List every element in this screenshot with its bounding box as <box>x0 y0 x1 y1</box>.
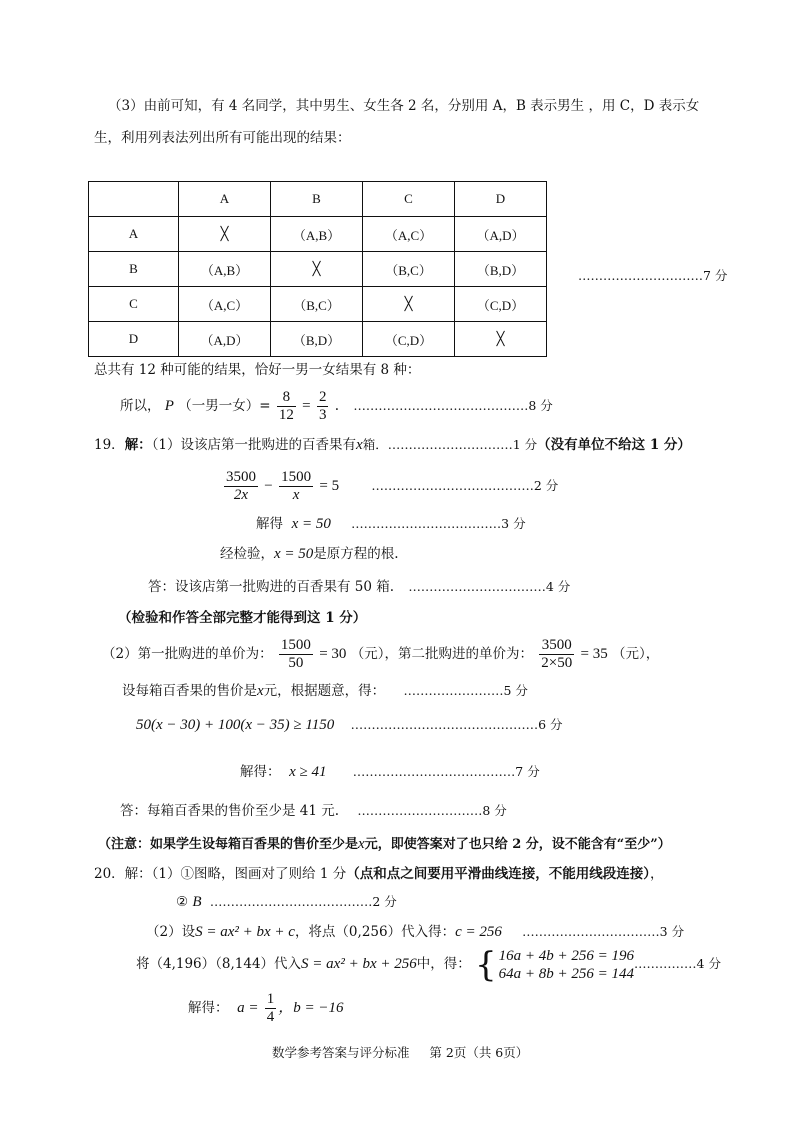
table-cell: （B,D） <box>271 322 363 357</box>
q19-let-price: 设每箱百香果的售价是x元，根据题意，得： ……………………5 分 <box>122 683 528 699</box>
q19-check: 经检验，x = 50是原方程的根. <box>220 546 399 562</box>
q20-part2: （2）设S = ax² + bx + c，将点（0,256）代入得：c = 256 ……………………………3 分 <box>146 924 685 940</box>
fraction-3500-2x: $\frac{3500}{2x}$ <box>226 469 256 503</box>
table-cell: （B,C） <box>271 287 363 322</box>
q19-inequality: 50(x − 30) + 100(x − 35) ≥ 1150 ………………………………………6 分 <box>136 717 563 733</box>
q19-solve2: 解得： x ≥ 41 …………………………………7 分 <box>240 764 540 780</box>
fraction-1500-50: $\frac{1500}{50}$ <box>280 637 311 671</box>
table-cell: D <box>455 182 547 217</box>
table-cell: A <box>89 217 179 252</box>
q19-note3: （注意：如果学生设每箱百香果的售价至少是x元，即使答案对了也只给 2 分，设不能含有“至少”） <box>98 836 671 852</box>
table-cell: （A,C） <box>179 287 271 322</box>
table-cell: （A,C） <box>363 217 455 252</box>
table-cell: （A,D） <box>179 322 271 357</box>
q19-part1: 19．解：（1）设该店第一批购进的百香果有x箱．…………………………1 分（没有单位不给这 1 分） <box>94 437 691 453</box>
table-cell: ╳ <box>455 322 547 357</box>
table-cell: （B,C） <box>363 252 455 287</box>
table-cell: ╳ <box>179 217 271 252</box>
table-row <box>89 217 547 252</box>
q19-solve: 解得 x = 50 ………………………………3 分 <box>256 516 526 532</box>
q19-equation: $\frac{3500}{2x}$ − $\frac{1500}{x}$ = 5 …………………………………2 分 <box>226 469 559 503</box>
p3-summary: 总共有 12 种可能的结果，恰好一男一女结果有 8 种： <box>94 362 421 378</box>
equation-system: 16a + 4b + 256 = 196 64a + 8b + 256 = 144 <box>498 947 635 982</box>
probability-line: 所以， P （一男一女）= $\frac{8}{12}$ = $\frac{2}{3}$ . ……………………………………8 分 <box>120 389 553 423</box>
table-cell: C <box>363 182 455 217</box>
q20-system-line: 将（4,196）（8,144）代入S = ax² + bx + 256中，得： { 16a + 4b + 256 = 196 64a + 8b + 256 = 144 ……………4 分 <box>136 944 721 985</box>
fraction-2-3: $\frac{2}{3}$ <box>318 389 327 423</box>
q20-part1: 20．解：（1）①图略，图画对了则给 1 分（点和点之间要用平滑曲线连接，不能用线段连接）， <box>94 866 664 882</box>
fraction-1500-x: $\frac{1500}{x}$ <box>281 469 312 503</box>
brace-icon: { <box>475 944 497 985</box>
q19-answer1: 答：设该店第一批购进的百香果有 50 箱. ……………………………4 分 <box>148 579 571 595</box>
table-cell: ╳ <box>271 252 363 287</box>
table-cell: A <box>179 182 271 217</box>
q19-note2: （检验和作答全部完整才能得到这 1 分） <box>118 610 367 626</box>
q19-answer2: 答：每箱百香果的售价至少是 41 元. …………………………8 分 <box>120 803 507 819</box>
q20-solution: 解得： a = $\frac{1}{4}$ ，b = −16 <box>188 991 344 1025</box>
table-cell: （A,B） <box>179 252 271 287</box>
fraction-1-4: $\frac{1}{4}$ <box>266 991 275 1025</box>
fraction-8-12: $\frac{8}{12}$ <box>278 389 294 423</box>
score-p3-8: ……………………………………8 分 <box>353 398 553 413</box>
q19-part2-prices: （2）第一批购进的单价为： $\frac{1500}{50}$ = 30 （元），第二批购进的单价为： $\frac{3500}{2\times 50}$ = 35 （元）， <box>102 637 660 671</box>
table-cell: （C,D） <box>363 322 455 357</box>
table-row <box>89 287 547 322</box>
table-cell: B <box>89 252 179 287</box>
table-row <box>89 322 547 357</box>
table-cell: ╳ <box>363 287 455 322</box>
table-cell: C <box>89 287 179 322</box>
table-row <box>89 252 547 287</box>
fraction-3500-2x50: $\frac{3500}{2\times 50}$ <box>541 637 573 671</box>
table-cell: （A,D） <box>455 217 547 252</box>
score-q19-2: …………………………………2 分 <box>371 478 559 493</box>
p3-line1: （3）由前可知，有 4 名同学，其中男生、女生各 2 名，分别用 A，B 表示男生 ，用 C，D 表示女 <box>108 98 700 114</box>
q20-part1b: ② B …………………………………2 分 <box>176 894 397 910</box>
outcome-table <box>88 181 547 357</box>
table-cell: （A,B） <box>271 217 363 252</box>
table-cell: （C,D） <box>455 287 547 322</box>
score-p3-7: …………………………7 分 <box>578 268 728 283</box>
table-cell: D <box>89 322 179 357</box>
p3-line2: 生，利用列表法列出所有可能出现的结果： <box>94 130 351 146</box>
table-cell: B <box>271 182 363 217</box>
table-cell: （B,D） <box>455 252 547 287</box>
table-header-row <box>89 182 547 217</box>
table-cell <box>89 182 179 217</box>
footer: 数学参考答案与评分标准 第 2页（共 6页） <box>272 1045 529 1060</box>
